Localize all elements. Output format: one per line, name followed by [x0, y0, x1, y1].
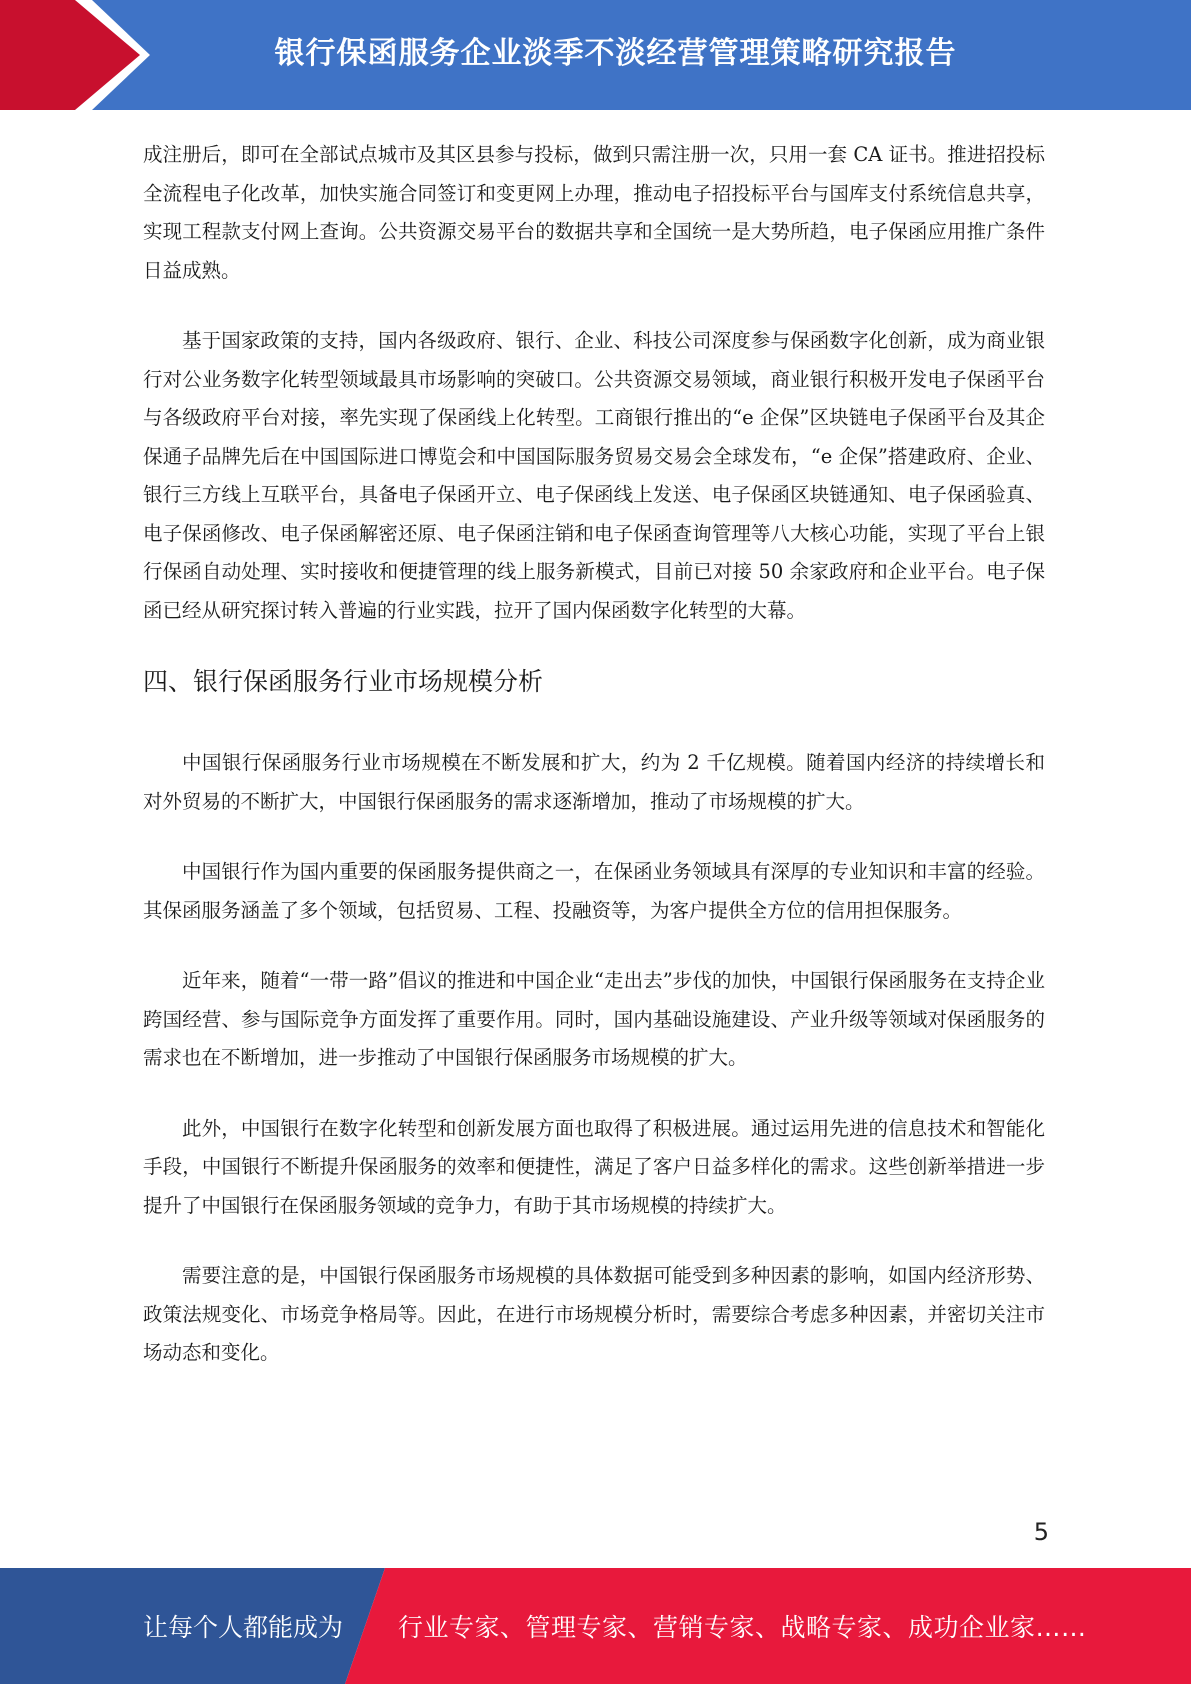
- paragraph: 基于国家政策的支持，国内各级政府、银行、企业、科技公司深度参与保函数字化创新，成为商业银行对公业务数字化转型领域最具市场影响的突破口。公共资源交易领域，商业银行积极开发电子保函平台与各级政府平台对接，率先实现了保函线上化转型。工商银行推出的“e 企保”区块链电子保函平台及其企保通子品牌先后在中国国际进口博览会和中国国际服务贸易交易会全球发布，“e 企保”搭建政府、企业、银行三方线上互联平台，具备电子保函开立、电子保函线上发送、电子保函区块链通知、电子保函验真、电子保函修改、电子保函解密还原、电子保函注销和电子保函查询管理等八大核心功能，实现了平台上银行保函自动处理、实时接收和便捷管理的线上服务新模式，目前已对接 50 余家政府和企业平台。电子保函已经从研究探讨转入普遍的行业实践，拉开了国内保函数字化转型的大幕。: [143, 329, 1045, 622]
- footer-band: [0, 1568, 1191, 1684]
- paragraph: 中国银行作为国内重要的保函服务提供商之一，在保函业务领域具有深厚的专业知识和丰富的经验。其保函服务涵盖了多个领域，包括贸易、工程、投融资等，为客户提供全方位的信用担保服务。: [143, 860, 1045, 922]
- paragraph: 此外，中国银行在数字化转型和创新发展方面也取得了积极进展。通过运用先进的信息技术和智能化手段，中国银行不断提升保函服务的效率和便捷性，满足了客户日益多样化的需求。这些创新举措进一步提升了中国银行在保函服务领域的竞争力，有助于其市场规模的持续扩大。: [143, 1116, 1045, 1217]
- footer-slogan-right: 行业专家、管理专家、营销专家、战略专家、成功企业家……: [398, 1613, 1087, 1642]
- paragraph: 近年来，随着“一带一路”倡议的推进和中国企业“走出去”步伐的加快，中国银行保函服务在支持企业跨国经营、参与国际竞争方面发挥了重要作用。同时，国内基础设施建设、产业升级等领域对保函服务的需求也在不断增加，进一步推动了中国银行保函服务市场规模的扩大。: [143, 969, 1045, 1069]
- document-title: 银行保函服务企业淡季不淡经营管理策略研究报告: [274, 36, 957, 71]
- paragraph: 需要注意的是，中国银行保函服务市场规模的具体数据可能受到多种因素的影响，如国内经济形势、政策法规变化、市场竞争格局等。因此，在进行市场规模分析时，需要综合考虑多种因素，并密切关注市场动态和变化。: [143, 1264, 1045, 1364]
- footer-slogan-left: 让每个人都能成为: [143, 1613, 344, 1642]
- paragraph: 成注册后，即可在全部试点城市及其区县参与投标，做到只需注册一次，只用一套 CA 证书。推进招投标全流程电子化改革，加快实施合同签订和变更网上办理，推动电子招投标平台与国库支付系统信息共享，实现工程款支付网上查询。公共资源交易平台的数据共享和全国统一是大势所趋，电子保函应用推广条件日益成熟。: [143, 143, 1045, 282]
- section-heading: 四、银行保函服务行业市场规模分析: [143, 667, 544, 696]
- header-chevron-decoration: [0, 0, 160, 110]
- paragraph: 中国银行保函服务行业市场规模在不断发展和扩大，约为 2 千亿规模。随着国内经济的持续增长和对外贸易的不断扩大，中国银行保函服务的需求逐渐增加，推动了市场规模的扩大。: [143, 751, 1045, 813]
- header-band: [0, 0, 1191, 110]
- document-body: [143, 136, 1045, 1405]
- page-number: 5: [1033, 1518, 1049, 1546]
